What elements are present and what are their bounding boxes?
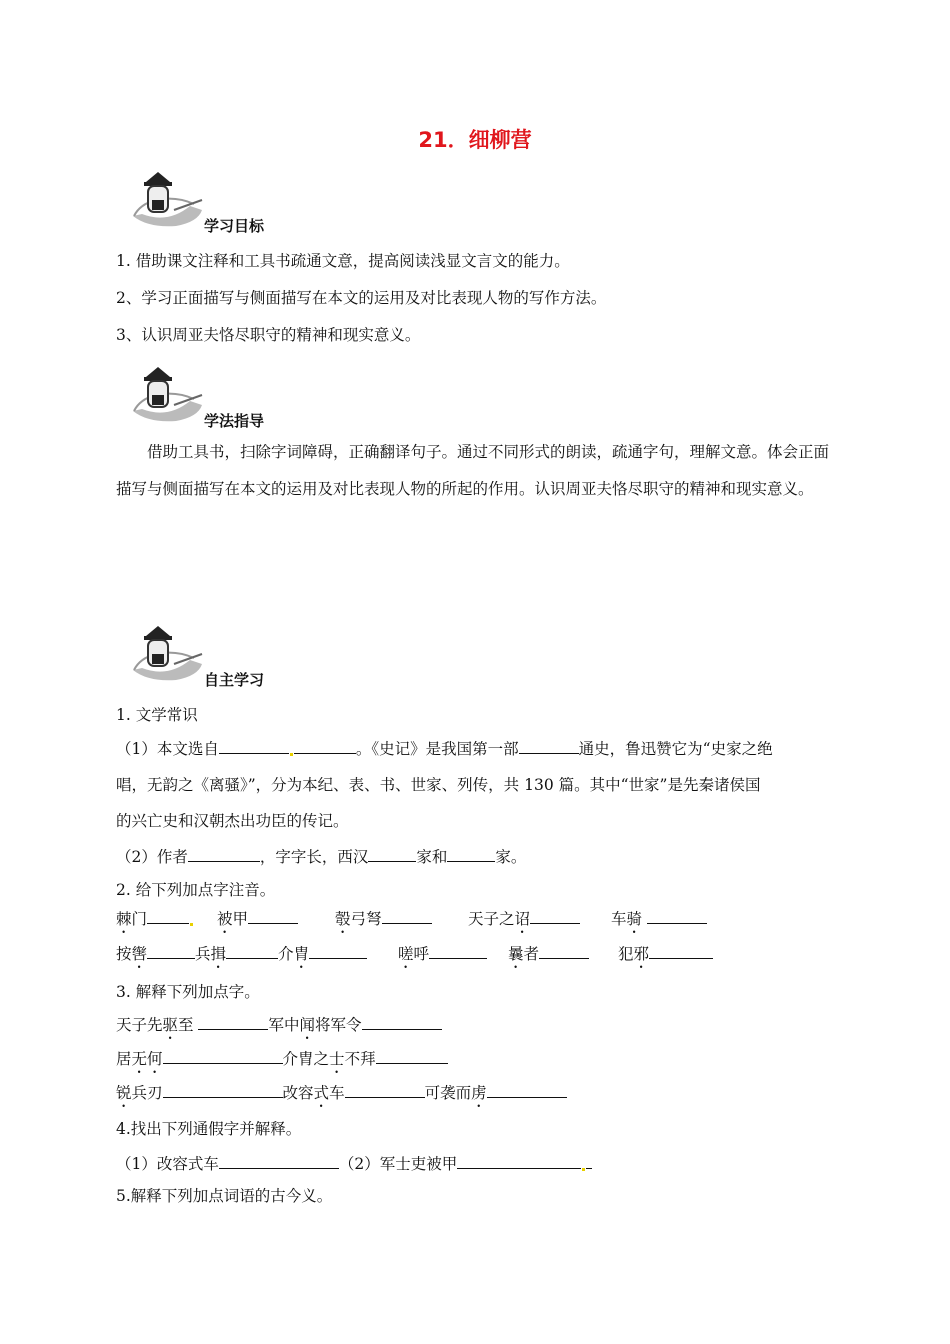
answer-blank[interactable] [647, 909, 707, 924]
text-segment: 天子之 [468, 910, 515, 928]
pinyin-row [335, 907, 432, 937]
answer-blank[interactable] [519, 739, 579, 754]
dotted-char: 无何 [131, 1050, 163, 1068]
mark [190, 923, 193, 926]
text-segment: 不拜 [344, 1050, 376, 1068]
text-segment: （1）本文选自 [116, 740, 219, 758]
answer-blank[interactable] [487, 1083, 567, 1098]
text-segment: 者 [523, 945, 540, 963]
answer-blank[interactable] [163, 1083, 283, 1098]
text-segment: 改容 [282, 1084, 314, 1102]
text-segment: 车 [611, 910, 627, 928]
goal-item: 3、认识周亚夫恪尽职守的精神和现实意义。 [116, 326, 421, 344]
text-segment: 犯 [618, 945, 634, 963]
answer-blank[interactable] [539, 944, 589, 959]
text-segment: 家。 [495, 848, 527, 866]
explain-row [116, 1047, 448, 1077]
text-segment: （2）作者 [116, 848, 188, 866]
pinyin-row [398, 942, 487, 972]
dotted-char: 邪 [633, 945, 650, 963]
dotted-char: 棘 [116, 910, 132, 928]
method-paragraph: 借助工具书，扫除字词障碍，正确翻译句子。通过不同形式的朗读，疏通字句，理解文意。体会正面描写与侧面描写在本文的运用及对比表现人物的所起的作用。认识周亚夫恪尽职守的精神和现实意义。 [116, 443, 830, 498]
explain-row [116, 1081, 567, 1111]
answer-blank[interactable] [198, 1015, 268, 1030]
text-segment: 军中 [268, 1016, 300, 1034]
dotted-char: 式 [313, 1084, 330, 1102]
text-segment: 甲 [232, 910, 249, 928]
dotted-char: 辔 [131, 945, 148, 963]
goal-item: 1. 借助课文注释和工具书疏通文意，提高阅读浅显文言文的能力。 [116, 252, 570, 270]
text-segment: 呼 [413, 945, 430, 963]
dotted-char: 嗟 [398, 945, 414, 963]
mark [290, 753, 293, 756]
answer-blank[interactable] [345, 1083, 425, 1098]
text-segment: 可袭而 [424, 1084, 472, 1102]
question-heading: 3. 解释下列加点字。 [116, 983, 260, 1001]
question-heading: 2. 给下列加点字注音。 [116, 881, 276, 899]
explain-row [116, 1013, 442, 1043]
question-line: 的兴亡史和汉朝杰出功臣的传记。 [116, 812, 349, 830]
question-line [116, 737, 773, 759]
dotted-char: 闻 [299, 1016, 316, 1034]
answer-blank[interactable] [163, 1049, 283, 1064]
text-segment: 介 [278, 945, 294, 963]
goal-item: 2、学习正面描写与侧面描写在本文的运用及对比表现人物的写作方法。 [116, 289, 607, 307]
pinyin-row [116, 942, 367, 972]
text-segment: 家和 [416, 848, 448, 866]
text-segment: 兵刃 [131, 1084, 163, 1102]
text-segment: （2）军士吏被甲 [338, 1155, 458, 1173]
answer-blank[interactable] [649, 944, 713, 959]
lantern-icon [128, 365, 208, 427]
text-segment: 。《史记》是我国第一部 [355, 740, 519, 758]
answer-blank[interactable] [294, 739, 356, 754]
text-segment: 门 [131, 910, 148, 928]
dotted-char: 诏 [514, 910, 531, 928]
mark [582, 1168, 585, 1171]
text-segment: 至 [178, 1016, 194, 1034]
lantern-icon [128, 170, 208, 232]
question-heading: 1. 文学常识 [116, 706, 198, 724]
answer-blank[interactable] [447, 847, 495, 862]
text-segment: 天子先 [116, 1016, 163, 1034]
pinyin-row [611, 907, 707, 937]
text-segment: 兵 [195, 945, 211, 963]
answer-blank[interactable] [457, 1154, 581, 1169]
dotted-char: 虏 [471, 1084, 487, 1102]
answer-blank[interactable] [376, 1049, 448, 1064]
text-segment: 将军令 [315, 1016, 362, 1034]
answer-blank[interactable] [248, 909, 298, 924]
question-heading: 5.解释下列加点词语的古今义。 [116, 1187, 333, 1205]
answer-blank[interactable] [219, 739, 289, 754]
pinyin-row [217, 907, 298, 937]
lantern-icon [128, 624, 208, 686]
answer-blank[interactable] [226, 944, 278, 959]
answer-blank[interactable] [219, 1154, 339, 1169]
answer-blank[interactable] [362, 1015, 442, 1030]
answer-blank[interactable] [309, 944, 367, 959]
dotted-char: 揖 [210, 945, 227, 963]
answer-blank[interactable] [368, 847, 416, 862]
dotted-char: 彀 [335, 910, 351, 928]
pinyin-row [618, 942, 713, 972]
text-segment: ，字字长，西汉 [259, 848, 369, 866]
dotted-char: 锐 [116, 1084, 132, 1102]
pinyin-row [116, 907, 194, 937]
text-segment: （1）改容式车 [116, 1155, 219, 1173]
text-segment: 弓弩 [350, 910, 382, 928]
answer-blank[interactable] [147, 944, 195, 959]
dotted-char: 被 [217, 910, 233, 928]
dotted-char: 曩 [508, 945, 524, 963]
dotted-char: 驱 [162, 1016, 179, 1034]
question-heading: 4.找出下列通假字并解释。 [116, 1120, 302, 1138]
page-title: 21．细柳营 [418, 128, 532, 152]
pinyin-row [508, 942, 589, 972]
dotted-char: 士 [329, 1050, 345, 1068]
pinyin-row [468, 907, 580, 937]
section-title-goals: 学习目标 [204, 217, 265, 235]
text-segment: 按 [116, 945, 132, 963]
dotted-char: 胄 [293, 945, 310, 963]
section-title-method: 学法指导 [204, 412, 265, 430]
text-segment: 通史，鲁迅赞它为“史家之绝 [578, 740, 773, 758]
answer-blank[interactable] [429, 944, 487, 959]
answer-blank[interactable] [382, 909, 432, 924]
text-segment: 介胄之 [282, 1050, 330, 1068]
text-segment: 车 [329, 1084, 345, 1102]
answer-blank[interactable] [188, 847, 260, 862]
dotted-char: 骑 [626, 910, 643, 928]
text-segment: 居 [116, 1050, 132, 1068]
question-line [116, 845, 526, 867]
question-line [116, 1152, 592, 1174]
section-title-self-study: 自主学习 [204, 671, 265, 689]
answer-blank[interactable] [530, 909, 580, 924]
answer-blank[interactable] [586, 1154, 592, 1169]
question-line: 唱，无韵之《离骚》”，分为本纪、表、书、世家、列传，共 130 篇。其中“世家”是先秦诸侯国 [116, 776, 761, 794]
answer-blank[interactable] [147, 909, 189, 924]
